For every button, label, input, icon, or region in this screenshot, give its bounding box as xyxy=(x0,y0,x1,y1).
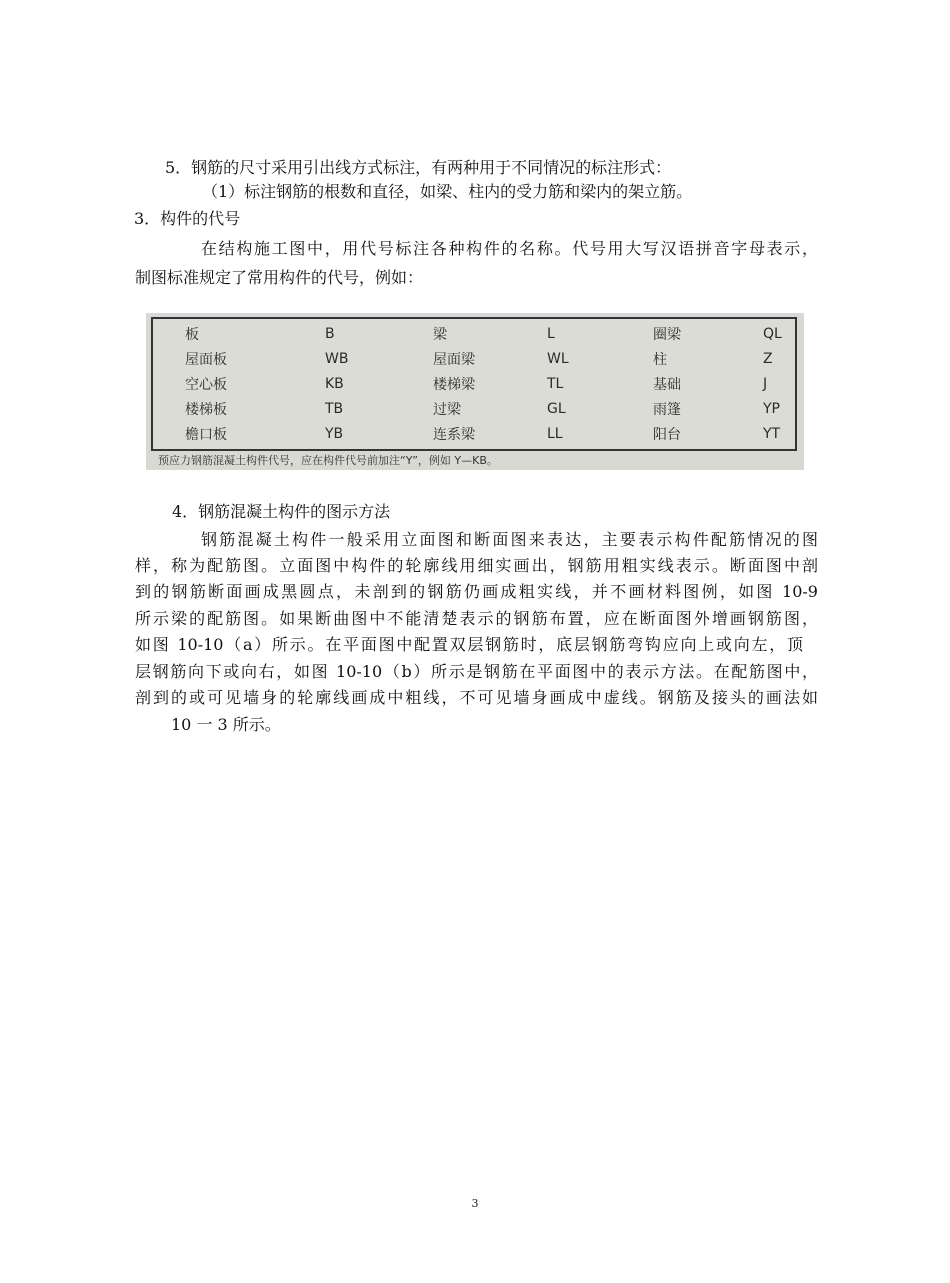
component-name-cell: 板 xyxy=(185,326,199,343)
section-4-line-6: 层钢筋向下或向右，如图 10-10（b）所示是钢筋在平面图中的表示方法。在配筋图中， xyxy=(135,662,818,681)
component-code-cell: B xyxy=(325,325,335,342)
table-row xyxy=(153,396,827,421)
component-name-cell: 空心板 xyxy=(185,376,227,393)
section-3-paragraph-line-1: 在结构施工图中，用代号标注各种构件的名称。代号用大写汉语拼音字母表示， xyxy=(201,239,818,258)
section-4-line-2: 样，称为配筋图。立面图中构件的轮廓线用细实画出，钢筋用粗实线表示。断面图中剖 xyxy=(135,556,818,575)
section-5-item-1: （1）标注钢筋的根数和直径，如梁、柱内的受力筋和梁内的架立筋。 xyxy=(202,182,693,201)
component-code-cell: TL xyxy=(547,375,564,392)
component-name-cell: 雨篷 xyxy=(653,401,681,418)
component-name-cell: 楼梯梁 xyxy=(433,376,475,393)
component-name-cell: 柱 xyxy=(653,351,667,368)
component-code-table xyxy=(153,321,827,446)
component-code-cell: WL xyxy=(547,350,569,367)
component-name-cell: 楼梯板 xyxy=(185,401,227,418)
section-4-line-5: 如图 10-10（a）所示。在平面图中配置双层钢筋时，底层钢筋弯钩应向上或向左，顶 xyxy=(135,635,803,654)
table-row xyxy=(153,321,827,346)
table-footnote: 预应力钢筋混凝土构件代号，应在构件代号前加注“Y”，例如 Y—KB。 xyxy=(158,454,498,467)
component-code-cell: YB xyxy=(325,425,344,442)
section-4-heading: 4．钢筋混凝土构件的图示方法 xyxy=(172,502,391,521)
component-code-cell: YT xyxy=(763,425,781,442)
component-code-table-frame xyxy=(151,317,797,451)
component-code-cell: J xyxy=(763,375,768,392)
component-code-cell: Z xyxy=(763,350,773,367)
component-code-cell: L xyxy=(547,325,555,342)
component-name-cell: 梁 xyxy=(433,326,447,343)
section-4-line-4: 所示梁的配筋图。如果断曲图中不能清楚表示的钢筋布置，应在断面图外增画钢筋图， xyxy=(135,609,818,628)
component-code-cell: GL xyxy=(547,400,566,417)
component-code-cell: QL xyxy=(763,325,782,342)
component-code-cell: LL xyxy=(547,425,563,442)
section-4-line-7: 剖到的或可见墙身的轮廓线画成中粗线，不可见墙身画成中虚线。钢筋及接头的画法如 xyxy=(135,688,818,707)
component-name-cell: 基础 xyxy=(653,376,681,393)
component-code-table-image xyxy=(146,313,804,470)
component-name-cell: 阳台 xyxy=(653,426,681,443)
page-number: 3 xyxy=(471,1197,479,1210)
table-row xyxy=(153,421,827,446)
section-4-line-8: 10 一 3 所示。 xyxy=(171,715,281,734)
component-code-cell: KB xyxy=(325,375,344,392)
section-4-line-3: 到的钢筋断面画成黑圆点，未剖到的钢筋仍画成粗实线，并不画材料图例，如图 10-9 xyxy=(135,582,818,601)
component-name-cell: 过梁 xyxy=(433,401,461,418)
section-3-heading: 3．构件的代号 xyxy=(134,209,241,228)
component-name-cell: 屋面板 xyxy=(185,351,227,368)
section-5-heading: 5．钢筋的尺寸采用引出线方式标注，有两种用于不同情况的标注形式： xyxy=(165,158,672,177)
component-code-cell: WB xyxy=(325,350,349,367)
table-row xyxy=(153,346,827,371)
component-code-cell: TB xyxy=(325,400,344,417)
component-name-cell: 圈梁 xyxy=(653,326,681,343)
section-3-paragraph-line-2: 制图标准规定了常用构件的代号，例如： xyxy=(135,268,424,287)
component-name-cell: 连系梁 xyxy=(433,426,475,443)
table-row xyxy=(153,371,827,396)
component-name-cell: 屋面梁 xyxy=(433,351,475,368)
component-name-cell: 檐口板 xyxy=(185,426,227,443)
component-code-cell: YP xyxy=(763,400,780,417)
section-4-line-1: 钢筋混凝土构件一般采用立面图和断面图来表达，主要表示构件配筋情况的图 xyxy=(201,530,818,549)
